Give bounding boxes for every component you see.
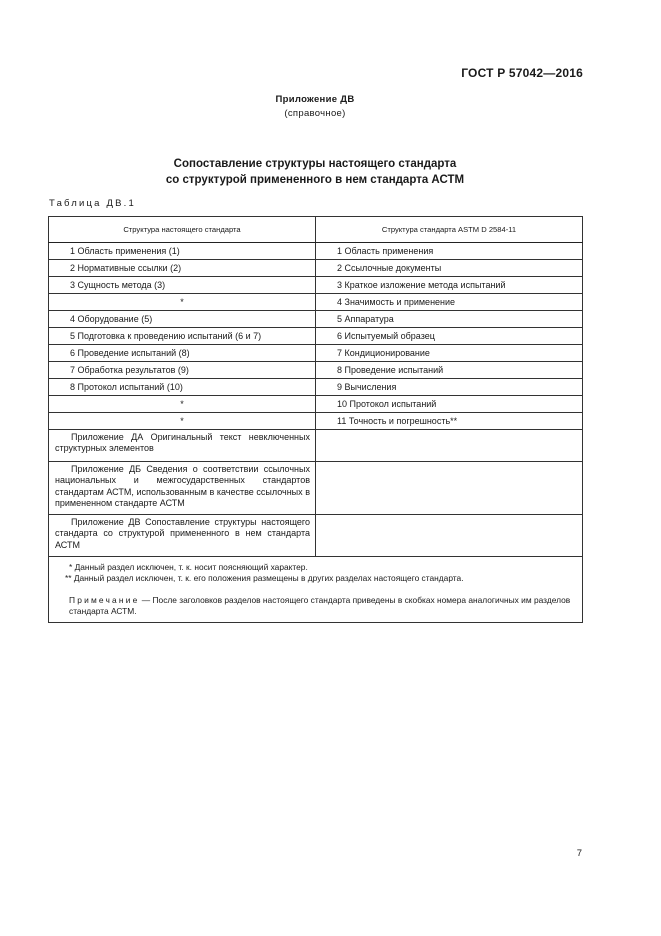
cell-this-standard: 4 Оборудование (5) — [49, 311, 316, 328]
cell-appendix-dv: Приложение ДВ Сопоставление структуры настоящего стандарта со структурой примененного в нем стандарта АСТМ — [49, 515, 316, 557]
cell-astm-standard: 1 Область применения — [316, 243, 583, 260]
table-row — [49, 396, 583, 413]
table-notes — [49, 557, 583, 623]
page-title-line-2: со структурой примененного в нем стандарта АСТМ — [165, 174, 465, 186]
cell-astm-standard: 10 Протокол испытаний — [316, 396, 583, 413]
table-caption: Таблица ДВ.1 — [49, 198, 136, 209]
table-notes-row — [49, 557, 583, 623]
table-row-appendix — [49, 462, 583, 515]
table-row — [49, 362, 583, 379]
footnote-single-star: * Данный раздел исключен, т. к. носит поясняющий характер. — [69, 562, 308, 572]
table-header-row — [49, 217, 583, 243]
remark-text: — После заголовков разделов настоящего стандарта приведены в скобках номера аналогичных им разделов стандарта АСТМ. — [69, 595, 571, 616]
cell-this-standard: 1 Область применения (1) — [49, 243, 316, 260]
remark-label: Примечание — [69, 595, 140, 605]
cell-empty — [316, 462, 583, 515]
cell-this-standard: 2 Нормативные ссылки (2) — [49, 260, 316, 277]
table-row-appendix — [49, 430, 583, 462]
cell-empty — [316, 515, 583, 557]
cell-astm-standard: 8 Проведение испытаний — [316, 362, 583, 379]
cell-appendix-da: Приложение ДА Оригинальный текст невключенных структурных элементов — [49, 430, 316, 462]
cell-this-standard: 6 Проведение испытаний (8) — [49, 345, 316, 362]
cell-astm-standard: 6 Испытуемый образец — [316, 328, 583, 345]
cell-astm-standard: 11 Точность и погрешность** — [316, 413, 583, 430]
table-row — [49, 260, 583, 277]
cell-excluded-marker: * — [49, 396, 316, 413]
cell-astm-standard: 7 Кондиционирование — [316, 345, 583, 362]
appendix-title: Приложение ДВ — [275, 94, 355, 105]
cell-astm-standard: 3 Краткое изложение метода испытаний — [316, 277, 583, 294]
cell-this-standard: 3 Сущность метода (3) — [49, 277, 316, 294]
cell-excluded-marker: * — [49, 413, 316, 430]
appendix-subtitle: (справочное) — [284, 108, 346, 119]
cell-astm-standard: 5 Аппаратура — [316, 311, 583, 328]
table-remark — [69, 595, 576, 617]
table-row — [49, 277, 583, 294]
cell-this-standard: 7 Обработка результатов (9) — [49, 362, 316, 379]
document-code: ГОСТ Р 57042—2016 — [461, 66, 583, 80]
table-row — [49, 311, 583, 328]
footnote-double-star: ** Данный раздел исключен, т. к. его положения размещены в других разделах настоящего стандарта. — [65, 573, 464, 583]
cell-excluded-marker: * — [49, 294, 316, 311]
page-title — [0, 156, 630, 188]
page-title-line-1: Сопоставление структуры настоящего стандарта — [173, 158, 457, 170]
table-row-appendix — [49, 515, 583, 557]
table-row — [49, 243, 583, 260]
column-header-astm-standard: Структура стандарта ASTM D 2584-11 — [316, 217, 583, 243]
cell-empty — [316, 430, 583, 462]
cell-appendix-db: Приложение ДБ Сведения о соответствии ссылочных национальных и межгосударственных стандартов стандартам АСТМ, использованным в качестве ссылочных в примененном стандарте АСТМ — [49, 462, 316, 515]
cell-this-standard: 5 Подготовка к проведению испытаний (6 и 7) — [49, 328, 316, 345]
page-number: 7 — [576, 848, 582, 859]
column-header-this-standard: Структура настоящего стандарта — [49, 217, 316, 243]
cell-this-standard: 8 Протокол испытаний (10) — [49, 379, 316, 396]
table-row — [49, 328, 583, 345]
comparison-table — [48, 216, 583, 623]
cell-astm-standard: 4 Значимость и применение — [316, 294, 583, 311]
table-row — [49, 379, 583, 396]
table-row — [49, 345, 583, 362]
cell-astm-standard: 2 Ссылочные документы — [316, 260, 583, 277]
cell-astm-standard: 9 Вычисления — [316, 379, 583, 396]
table-row — [49, 413, 583, 430]
table-row — [49, 294, 583, 311]
